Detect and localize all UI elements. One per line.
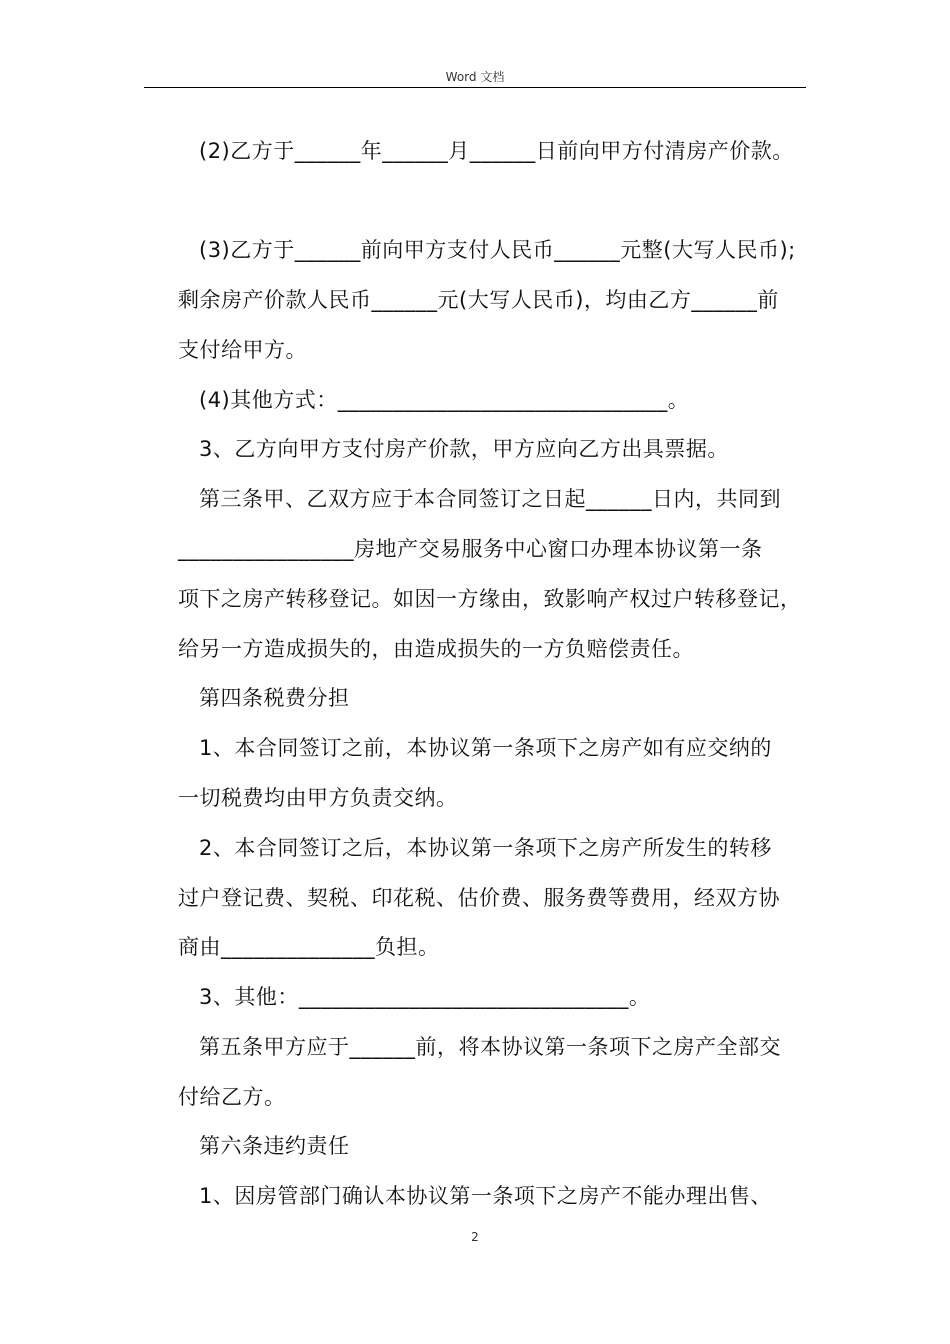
section-heading: 第六条违约责任 [199,1134,350,1158]
page-header: Word 文档 [445,70,505,84]
paragraph-line: (4)其他方式：______________________________。 [199,388,690,412]
paragraph-line: (2)乙方于______年______月______日前向甲方付清房产价款。 [199,139,794,163]
page-number: 2 [471,1230,479,1244]
paragraph-line: 第三条甲、乙双方应于本合同签订之日起______日内，共同到 [199,487,781,511]
paragraph-line: 支付给甲方。 [178,338,307,362]
paragraph-line: 剩余房产价款人民币______元(大写人民币)，均由乙方______前 [178,288,779,312]
paragraph-line: 一切税费均由甲方负责交纳。 [178,786,458,810]
paragraph-line: 过户登记费、契税、印花税、估价费、服务费等费用，经双方协 [178,886,780,910]
paragraph-line: 商由______________负担。 [178,935,440,959]
header-divider [144,87,806,88]
paragraph-line: 1、本合同签订之前，本协议第一条项下之房产如有应交纳的 [199,736,772,760]
paragraph-line: 3、其他：______________________________。 [199,985,651,1009]
section-heading: 第四条税费分担 [199,686,350,710]
paragraph-line: 项下之房产转移登记。如因一方缘由，致影响产权过户转移登记， [178,587,802,611]
paragraph-line: 第五条甲方应于______前，将本协议第一条项下之房产全部交 [199,1035,781,1059]
paragraph-line: 付给乙方。 [178,1085,286,1109]
paragraph-line: 3、乙方向甲方支付房产价款，甲方应向乙方出具票据。 [199,437,729,461]
paragraph-line: 2、本合同签订之后，本协议第一条项下之房产所发生的转移 [199,836,772,860]
paragraph-line: ________________房地产交易服务中心窗口办理本协议第一条 [178,537,763,561]
paragraph-line: (3)乙方于______前向甲方支付人民币______元整(大写人民币); [199,238,796,262]
paragraph-line: 1、因房管部门确认本协议第一条项下之房产不能办理出售、 [199,1184,772,1208]
paragraph-line: 给另一方造成损失的，由造成损失的一方负赔偿责任。 [178,637,694,661]
